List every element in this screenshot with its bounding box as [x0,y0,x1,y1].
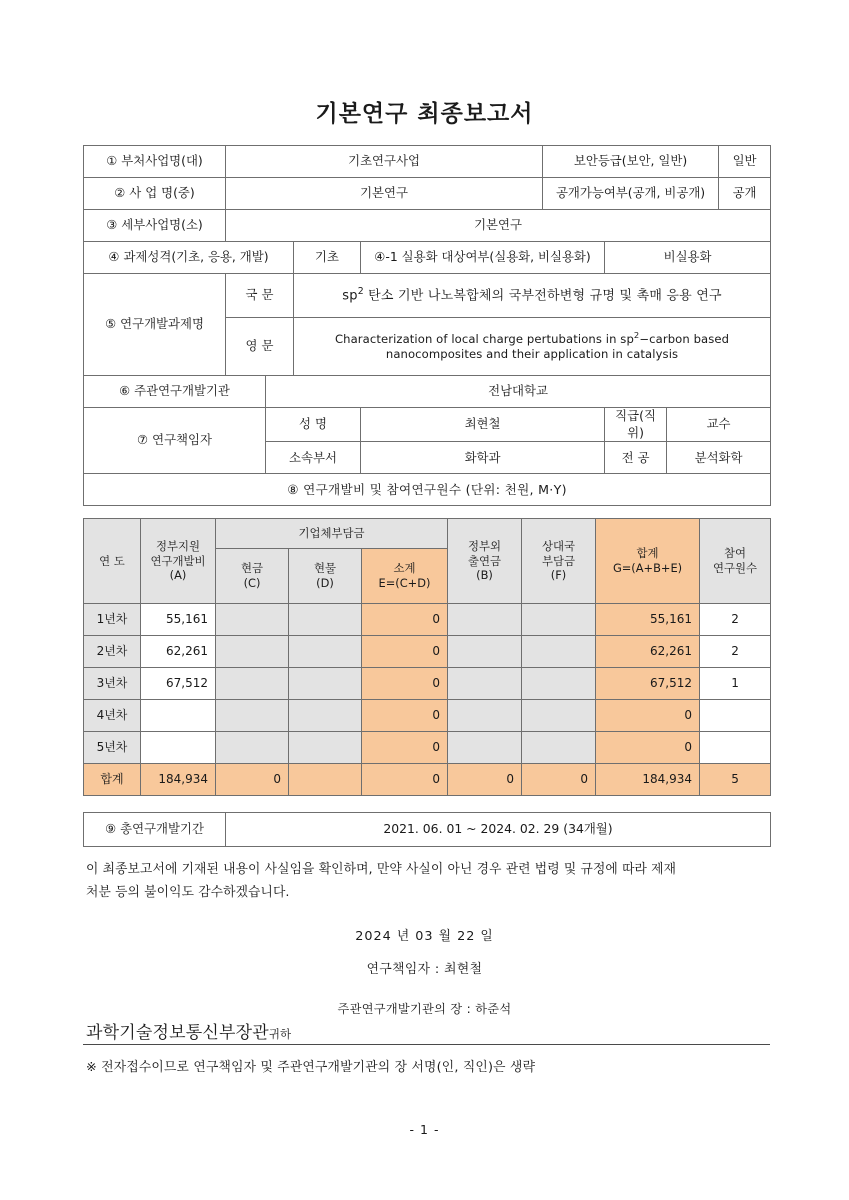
cell-year: 5년차 [84,732,141,764]
cell-year-total: 합계 [84,764,141,796]
value-commercialization: 비실용화 [605,242,771,274]
value-host-institution: 전남대학교 [266,376,771,408]
table-row-research-period [84,813,771,847]
researchers-line1: 참여 [724,546,747,561]
label-sub-program: ③ 세부사업명(소) [84,210,226,242]
budget-col-researchers [700,519,771,604]
value-ministry-program: 기초연구사업 [226,146,543,178]
cell-nongov [448,700,522,732]
pi-signature-line: 연구책임자 : 최현철 [366,962,483,977]
cell-year: 1년차 [84,604,141,636]
table-row-title-ko [84,274,771,318]
value-sub-program: 기본연구 [226,210,771,242]
nongov-line1: 정부외 [468,538,502,553]
cell-nongov [448,668,522,700]
partner-line3: (F) [550,568,567,583]
recipient-line [86,1018,291,1043]
label-disclosure: 공개가능여부(공개, 비공개) [543,178,719,210]
cell-cash [216,700,289,732]
partner-line2: 부담금 [542,553,576,568]
budget-total-row [84,764,771,796]
recipient-name: 과학기술정보통신부장관 [86,1023,269,1043]
budget-col-partner [522,519,596,604]
cell-partner-total: 0 [522,764,596,796]
institution-head-signature-line: 주관연구개발기관의 장 : 하준석 [337,1002,512,1016]
budget-col-nongov [448,519,522,604]
table-row [84,636,771,668]
cell-partner [522,700,596,732]
research-period-table [83,812,771,847]
value-pi-position: 교수 [667,408,771,442]
title-ko-post: 탄소 기반 나노복합체의 국부전하변형 규명 및 촉매 응용 연구 [363,288,722,304]
cell-gov: 67,512 [141,668,216,700]
cell-researchers [700,732,771,764]
table-row-program-name [84,178,771,210]
cell-partner [522,604,596,636]
cell-subtotal: 0 [362,732,448,764]
value-disclosure: 공개 [719,178,771,210]
cell-total: 67,512 [596,668,700,700]
statement-line-2: 처분 등의 불이익도 감수하겠습니다. [86,885,290,901]
cell-partner [522,636,596,668]
title-en-pre: Characterization of local charge pertubations in sp [334,331,634,346]
label-title-en: 영 문 [226,318,294,376]
cell-cash [216,636,289,668]
value-title-ko [294,274,771,318]
researchers-line2: 연구원수 [713,561,758,575]
cell-partner [522,668,596,700]
cell-gov [141,700,216,732]
label-pi-name: 성 명 [266,408,361,442]
inkind-line2: (D) [316,576,334,591]
label-commercialization: ④-1 실용화 대상여부(실용화, 비실용화) [361,242,605,274]
budget-col-cash [216,549,289,604]
table-row-sub-program [84,210,771,242]
title-en-post: −carbon based nanocomposites and their application in catalysis [385,331,730,362]
value-pi-department: 화학과 [361,442,605,474]
cell-year: 3년차 [84,668,141,700]
cell-inkind [289,732,362,764]
subtotal-line1: 소계 [393,561,416,576]
budget-section-header: ⑧ 연구개발비 및 참여연구원수 (단위: 천원, M·Y) [84,474,771,506]
cell-inkind [289,636,362,668]
report-info-table [83,145,771,506]
cell-cash [216,604,289,636]
label-pi-position: 직급(직위) [605,408,667,442]
label-security-grade: 보안등급(보안, 일반) [543,146,719,178]
label-pi-major: 전 공 [605,442,667,474]
label-principal-investigator: ⑦ 연구책임자 [84,408,266,474]
cell-inkind [289,700,362,732]
statement-line-1: 이 최종보고서에 기재된 내용이 사실임을 확인하며, 만약 사실이 아닌 경우 관련 법령 및 규정에 따라 제재 [86,862,677,877]
cell-researchers [700,700,771,732]
cell-nongov-total: 0 [448,764,522,796]
cell-gov [141,732,216,764]
label-research-period: ⑨ 총연구개발기간 [84,813,226,847]
confirmation-statement [86,858,770,904]
title-en-sup: 2 [633,329,640,340]
table-row-budget-band [84,474,771,506]
budget-col-gov-fund [141,519,216,604]
cell-inkind-total [289,764,362,796]
table-row [84,604,771,636]
value-pi-name: 최현철 [361,408,605,442]
gov-fund-line1: 정부지원 [155,538,200,553]
signature-date: 2024 년 03 월 22 일 [355,929,494,944]
label-ministry-program: ① 부처사업명(대) [84,146,226,178]
cell-cash-total: 0 [216,764,289,796]
cell-year: 2년차 [84,636,141,668]
cell-researchers-total: 5 [700,764,771,796]
grand-total-line2: G=(A+B+E) [612,561,683,575]
budget-col-grand-total [596,519,700,604]
budget-table [83,518,771,796]
cell-subtotal: 0 [362,604,448,636]
budget-header-row-1 [84,519,771,549]
table-row-host-institution [84,376,771,408]
value-research-period: 2021. 06. 01 ~ 2024. 02. 29 (34개월) [226,813,771,847]
electronic-submission-note: ※ 전자접수이므로 연구책임자 및 주관연구개발기관의 장 서명(인, 직인)은 생략 [86,1060,536,1075]
cell-cash [216,668,289,700]
cell-nongov [448,604,522,636]
cell-total: 0 [596,732,700,764]
cell-cash [216,732,289,764]
value-pi-major: 분석화학 [667,442,771,474]
cell-nongov [448,732,522,764]
cell-researchers: 2 [700,636,771,668]
budget-col-subtotal [362,549,448,604]
cell-inkind [289,604,362,636]
cash-line2: (C) [243,576,261,591]
label-program-name: ② 사 업 명(중) [84,178,226,210]
value-security-grade: 일반 [719,146,771,178]
label-title-ko: 국 문 [226,274,294,318]
cell-nongov [448,636,522,668]
title-ko-pre: sp [342,288,358,304]
table-row [84,668,771,700]
budget-col-company-group: 기업체부담금 [216,519,448,549]
grand-total-line1: 합계 [636,546,659,561]
label-project-title: ⑤ 연구개발과제명 [84,274,226,376]
cell-subtotal-total: 0 [362,764,448,796]
cell-total: 55,161 [596,604,700,636]
cell-total: 62,261 [596,636,700,668]
cell-researchers: 1 [700,668,771,700]
label-host-institution: ⑥ 주관연구개발기관 [84,376,266,408]
subtotal-line2: E=(C+D) [378,576,431,591]
cell-subtotal: 0 [362,636,448,668]
partner-line1: 상대국 [542,538,576,553]
label-project-type: ④ 과제성격(기초, 응용, 개발) [84,242,294,274]
page-number: - 1 - [409,1122,440,1137]
page-title: 기본연구 최종보고서 [315,101,534,127]
cell-partner [522,732,596,764]
cell-subtotal: 0 [362,700,448,732]
table-row-ministry-program [84,146,771,178]
divider [83,1044,770,1045]
title-ko-sup: 2 [357,286,364,298]
cell-gov-total: 184,934 [141,764,216,796]
cell-total: 0 [596,700,700,732]
cell-grand-total: 184,934 [596,764,700,796]
cell-gov: 62,261 [141,636,216,668]
table-row [84,732,771,764]
cell-gov: 55,161 [141,604,216,636]
cell-year: 4년차 [84,700,141,732]
table-row [84,700,771,732]
cash-line1: 현금 [240,561,263,576]
budget-col-year: 연 도 [84,519,141,604]
table-row-pi-name [84,408,771,442]
value-project-type: 기초 [294,242,361,274]
budget-col-inkind [289,549,362,604]
table-row-project-type [84,242,771,274]
gov-fund-line3: (A) [169,568,187,583]
cell-subtotal: 0 [362,668,448,700]
cell-researchers: 2 [700,604,771,636]
recipient-honorific: 귀하 [268,1027,292,1041]
value-title-en [294,318,771,376]
nongov-line3: (B) [476,568,493,583]
inkind-line1: 현물 [313,561,336,576]
cell-inkind [289,668,362,700]
gov-fund-line2: 연구개발비 [150,553,206,568]
nongov-line2: 출연금 [468,553,502,568]
value-program-name: 기본연구 [226,178,543,210]
label-pi-department: 소속부서 [266,442,361,474]
